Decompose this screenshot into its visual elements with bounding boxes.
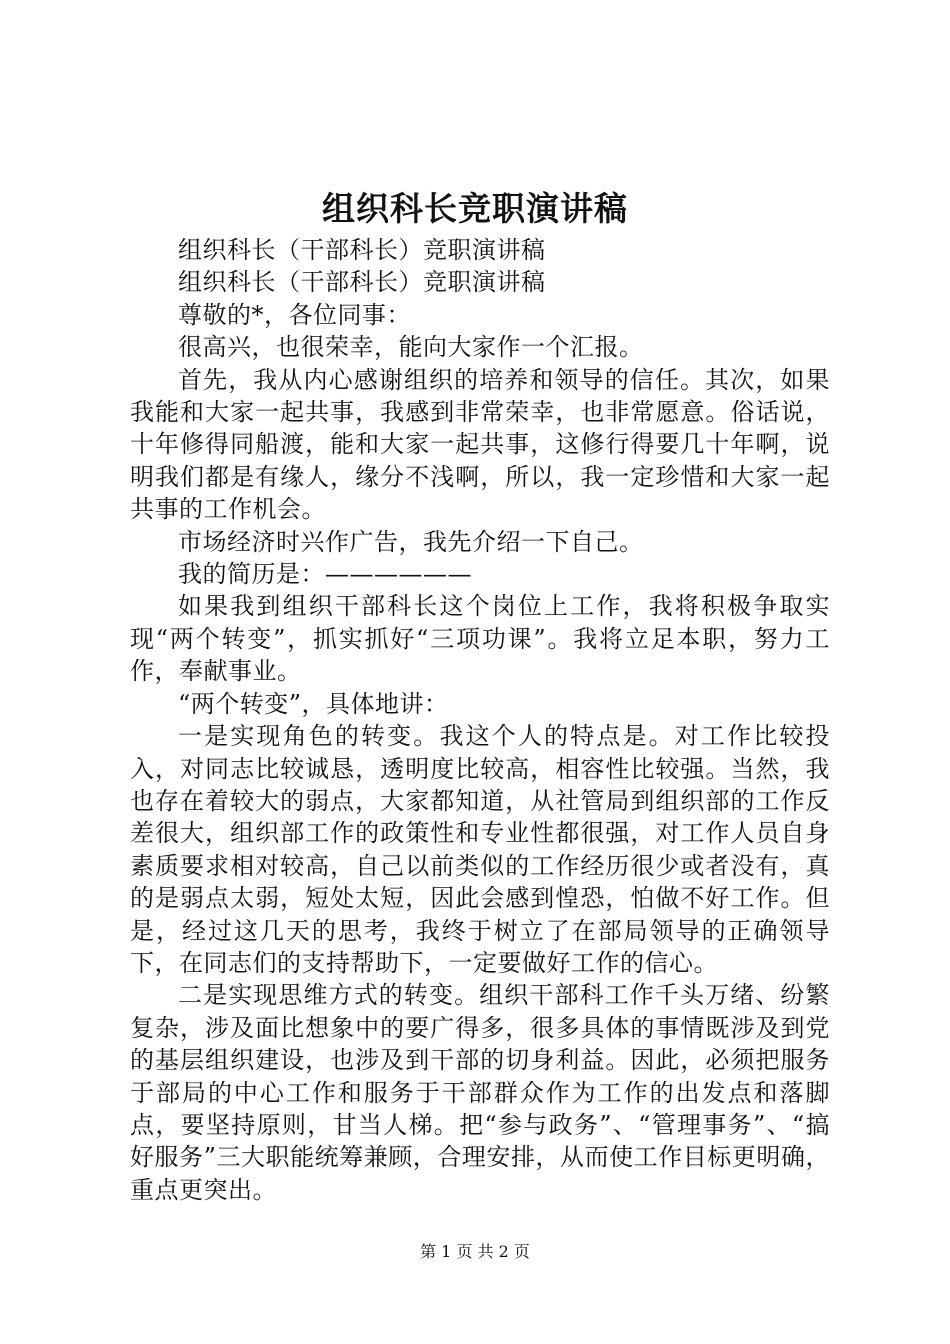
paragraph-resume: 我的简历是：——————	[178, 560, 472, 589]
paragraph-subtitle: 组织科长（干部科长）竞职演讲稿	[178, 236, 546, 264]
paragraph-goals: 如果我到组织干部科长这个岗位上工作，我将积极争取实现“两个转变”，抓实抓好“三项功课”。我将立足本职，努力工作，奉献事业。	[130, 592, 830, 686]
paragraph-self-intro: 市场经济时兴作广告，我先介绍一下自己。	[178, 527, 644, 556]
paragraph-subtitle-repeat: 组织科长（干部科长）竞职演讲稿	[178, 268, 546, 297]
paragraph-thinking-change: 二是实现思维方式的转变。组织干部科工作千头万绪、纷繁复杂，涉及面比想象中的要广得多，很多具体的事情既涉及到党的基层组织建设，也涉及到干部的切身利益。因此，必须把服务于部局的中心工作和服务于干部群众作为工作的出发点和落脚点，要坚持原则，甘当人梯。把“参与政务”、“管理事务”、“搞好服务”三大职能统筹兼顾，合理安排，从而使工作目标更明确，重点更突出。	[130, 981, 830, 1204]
document-body	[130, 234, 830, 1206]
paragraph-two-changes-heading: “两个转变”，具体地讲：	[178, 689, 449, 718]
paragraph-role-change: 一是实现角色的转变。我这个人的特点是。对工作比较投入，对同志比较诚恳，透明度比较高，相容性比较强。当然，我也存在着较大的弱点，大家都知道，从社管局到组织部的工作反差很大，组织部工作的政策性和专业性都很强，对工作人员自身素质要求相对较高，自己以前类似的工作经历很少或者没有，真的是弱点太弱，短处太短，因此会感到惶恐，怕做不好工作。但是，经过这几天的思考，我终于树立了在部局领导的正确领导下，在同志们的支持帮助下，一定要做好工作的信心。	[130, 722, 830, 977]
paragraph-gratitude: 首先，我从内心感谢组织的培养和领导的信任。其次，如果我能和大家一起共事，我感到非常荣幸，也非常愿意。俗话说，十年修得同船渡，能和大家一起共事，这修行得要几十年啊，说明我们都是有缘人，缘分不浅啊，所以，我一定珍惜和大家一起共事的工作机会。	[130, 365, 830, 524]
paragraph-greeting: 很高兴，也很荣幸，能向大家作一个汇报。	[178, 333, 644, 362]
document-title: 组织科长竞职演讲稿	[322, 189, 628, 228]
paragraph-salutation: 尊敬的*，各位同事：	[178, 300, 411, 329]
page-number-footer: 第 1 页 共 2 页	[420, 1242, 530, 1261]
